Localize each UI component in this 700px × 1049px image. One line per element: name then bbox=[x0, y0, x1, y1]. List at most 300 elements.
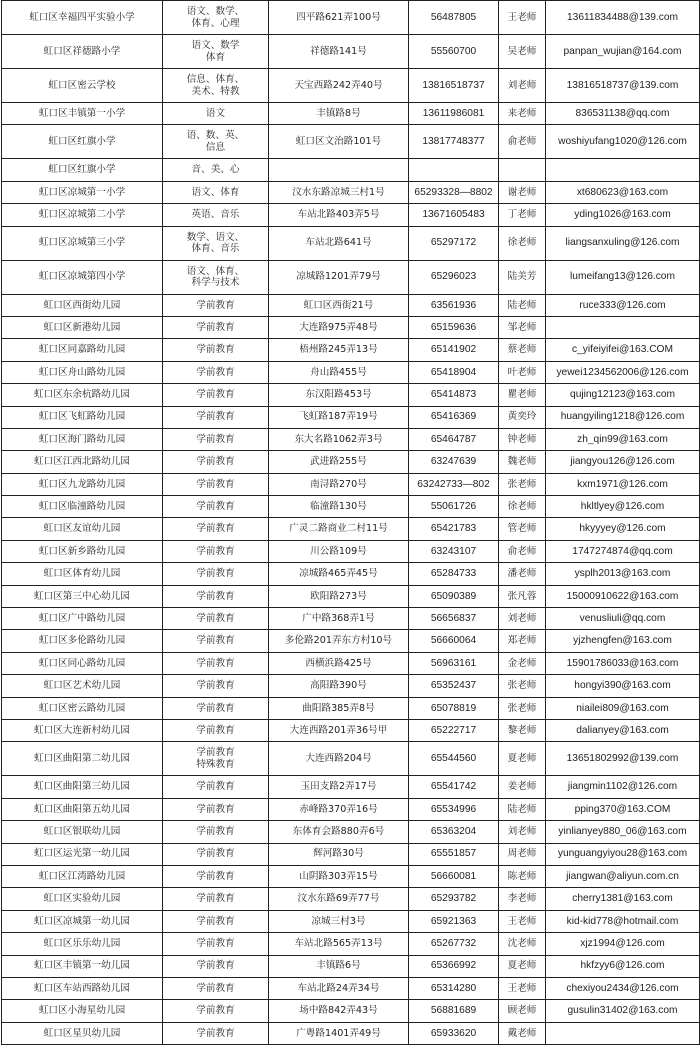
subject-cell bbox=[163, 473, 269, 495]
contact-cell: 陆美芳 bbox=[499, 260, 546, 294]
table-row bbox=[2, 316, 700, 338]
address-cell: 车站北路24弄34号 bbox=[269, 977, 409, 999]
subject-cell bbox=[163, 798, 269, 820]
email-cell[interactable]: 13816518737@139.com bbox=[546, 69, 700, 103]
email-cell[interactable]: ruce333@126.com bbox=[546, 294, 700, 316]
table-row bbox=[2, 226, 700, 260]
school-name-cell: 虹口区实验幼儿园 bbox=[2, 888, 163, 910]
address-cell: 南浔路270号 bbox=[269, 473, 409, 495]
subject-line: 学前教育 bbox=[196, 1027, 235, 1039]
email-cell[interactable]: hkfzyy6@126.com bbox=[546, 955, 700, 977]
phone-cell: 65541742 bbox=[409, 776, 499, 798]
subject-line: 学前教育 bbox=[196, 635, 235, 647]
school-name-cell: 虹口区东余杭路幼儿园 bbox=[2, 384, 163, 406]
subject-cell bbox=[163, 910, 269, 932]
school-name-cell: 虹口区星贝幼儿园 bbox=[2, 1022, 163, 1044]
school-name-cell: 虹口区凉城第一小学 bbox=[2, 181, 163, 203]
school-name-cell: 虹口区小海星幼儿园 bbox=[2, 1000, 163, 1022]
address-cell: 凉城路465弄45号 bbox=[269, 563, 409, 585]
subject-line: 语文、数学、 bbox=[186, 6, 245, 17]
subject-cell bbox=[163, 361, 269, 383]
email-cell[interactable]: yunguangyiyou28@163.com bbox=[546, 843, 700, 865]
subject-line: 学前教育 bbox=[196, 826, 235, 838]
address-cell: 大连西路201弄36号甲 bbox=[269, 719, 409, 741]
contact-cell: 吴老师 bbox=[499, 35, 546, 69]
subject-line: 学前教育 bbox=[196, 612, 235, 624]
address-cell: 凉城三村3号 bbox=[269, 910, 409, 932]
email-cell[interactable]: 15901786033@163.com bbox=[546, 652, 700, 674]
subject-cell bbox=[163, 652, 269, 674]
phone-cell: 56881689 bbox=[409, 1000, 499, 1022]
phone-cell: 65314280 bbox=[409, 977, 499, 999]
table-row bbox=[2, 496, 700, 518]
address-cell: 曲阳路385弄8号 bbox=[269, 697, 409, 719]
table-row bbox=[2, 563, 700, 585]
address-cell: 高阳路390号 bbox=[269, 675, 409, 697]
subject-cell bbox=[163, 563, 269, 585]
subject-cell bbox=[163, 159, 269, 181]
subject-line: 体育、音乐 bbox=[191, 243, 240, 255]
phone-cell: 65414873 bbox=[409, 384, 499, 406]
subject-line: 学前教育 bbox=[196, 456, 235, 468]
subject-line: 学前教育 bbox=[196, 870, 235, 882]
phone-cell: 65421783 bbox=[409, 518, 499, 540]
subject-line: 语文、数学 bbox=[191, 40, 240, 51]
contact-cell: 蔡老师 bbox=[499, 339, 546, 361]
table-row bbox=[2, 933, 700, 955]
subject-cell bbox=[163, 103, 269, 125]
email-cell[interactable]: kxm1971@126.com bbox=[546, 473, 700, 495]
school-name-cell: 虹口区红旗小学 bbox=[2, 159, 163, 181]
phone-cell bbox=[409, 159, 499, 181]
address-cell: 车站北路403弄5号 bbox=[269, 204, 409, 226]
subject-cell bbox=[163, 226, 269, 260]
address-cell: 虹口区西街21号 bbox=[269, 294, 409, 316]
contact-cell: 郑老师 bbox=[499, 630, 546, 652]
address-cell: 凉城路1201弄79号 bbox=[269, 260, 409, 294]
subject-line: 学前教育 bbox=[196, 321, 235, 333]
phone-cell: 56656837 bbox=[409, 608, 499, 630]
subject-line: 学前教育 bbox=[196, 702, 235, 714]
email-cell[interactable]: cherry1381@163.com bbox=[546, 888, 700, 910]
contact-cell: 王老师 bbox=[499, 1, 546, 35]
subject-line: 体育 bbox=[205, 51, 226, 63]
subject-line: 数学、语文、 bbox=[186, 231, 245, 243]
subject-line: 学前教育 bbox=[196, 915, 235, 927]
email-cell[interactable]: xjz1994@126.com bbox=[546, 933, 700, 955]
email-cell[interactable]: yjzhengfen@163.com bbox=[546, 630, 700, 652]
school-name-cell: 虹口区丰镇第一小学 bbox=[2, 103, 163, 125]
email-cell[interactable]: c_yifeiyifei@163.COM bbox=[546, 339, 700, 361]
email-cell[interactable]: dalianyey@163.com bbox=[546, 719, 700, 741]
contact-cell: 叶老师 bbox=[499, 361, 546, 383]
email-cell[interactable]: gusulin31402@163.com bbox=[546, 1000, 700, 1022]
phone-cell: 65534996 bbox=[409, 798, 499, 820]
school-name-cell: 虹口区丰镇第一幼儿园 bbox=[2, 955, 163, 977]
address-cell: 东汉阳路453号 bbox=[269, 384, 409, 406]
subject-cell bbox=[163, 742, 269, 776]
subject-line: 语文、体育、 bbox=[186, 265, 245, 277]
school-name-cell: 虹口区第三中心幼儿园 bbox=[2, 585, 163, 607]
address-cell: 丰镇路6号 bbox=[269, 955, 409, 977]
contact-cell: 钟老师 bbox=[499, 428, 546, 450]
table-row bbox=[2, 103, 700, 125]
phone-cell: 56963161 bbox=[409, 652, 499, 674]
table-row bbox=[2, 339, 700, 361]
phone-cell: 65284733 bbox=[409, 563, 499, 585]
address-cell: 广粤路1401弄49号 bbox=[269, 1022, 409, 1044]
email-cell[interactable]: yinlianyey880_06@163.com bbox=[546, 821, 700, 843]
table-row bbox=[2, 384, 700, 406]
school-name-cell: 虹口区广中路幼儿园 bbox=[2, 608, 163, 630]
contact-cell: 刘老师 bbox=[499, 821, 546, 843]
school-name-cell: 虹口区凉城第三小学 bbox=[2, 226, 163, 260]
subject-line: 学前教育 bbox=[196, 299, 235, 311]
table-row bbox=[2, 719, 700, 741]
phone-cell: 65090389 bbox=[409, 585, 499, 607]
contact-cell: 陆老师 bbox=[499, 294, 546, 316]
contact-cell: 周老师 bbox=[499, 843, 546, 865]
school-name-cell: 虹口区同心路幼儿园 bbox=[2, 652, 163, 674]
address-cell: 玉田支路2弄17号 bbox=[269, 776, 409, 798]
school-name-cell: 虹口区海门路幼儿园 bbox=[2, 428, 163, 450]
subject-cell bbox=[163, 1022, 269, 1044]
table-row bbox=[2, 776, 700, 798]
email-cell[interactable]: woshiyufang1020@126.com bbox=[546, 125, 700, 159]
email-cell[interactable]: yewei1234562006@126.com bbox=[546, 361, 700, 383]
contact-cell: 邹老师 bbox=[499, 316, 546, 338]
email-cell[interactable]: xt680623@163.com bbox=[546, 181, 700, 203]
subject-line: 学前教育 bbox=[196, 411, 235, 423]
address-cell: 大连路975弄48号 bbox=[269, 316, 409, 338]
subject-line: 语文 bbox=[205, 107, 226, 119]
table-row bbox=[2, 361, 700, 383]
email-cell[interactable]: hkltlyey@126.com bbox=[546, 496, 700, 518]
email-cell[interactable]: kid-kid778@hotmail.com bbox=[546, 910, 700, 932]
school-name-cell: 虹口区同嘉路幼儿园 bbox=[2, 339, 163, 361]
table-row bbox=[2, 888, 700, 910]
email-cell[interactable]: hongyi390@163.com bbox=[546, 675, 700, 697]
email-cell[interactable]: jiangwan@aliyun.com.cn bbox=[546, 865, 700, 887]
subject-cell bbox=[163, 843, 269, 865]
school-name-cell: 虹口区红旗小学 bbox=[2, 125, 163, 159]
subject-cell bbox=[163, 384, 269, 406]
school-name-cell: 虹口区大连新村幼儿园 bbox=[2, 719, 163, 741]
subject-line: 学前教育 bbox=[196, 781, 235, 793]
address-cell: 欧阳路273号 bbox=[269, 585, 409, 607]
school-name-cell: 虹口区运光第一幼儿园 bbox=[2, 843, 163, 865]
address-cell bbox=[269, 159, 409, 181]
subject-cell bbox=[163, 608, 269, 630]
email-cell[interactable]: pping370@163.COM bbox=[546, 798, 700, 820]
contact-cell: 陈老师 bbox=[499, 865, 546, 887]
phone-cell: 13611986081 bbox=[409, 103, 499, 125]
phone-cell: 55560700 bbox=[409, 35, 499, 69]
subject-line: 学前教育 bbox=[196, 724, 235, 736]
contact-cell: 夏老师 bbox=[499, 742, 546, 776]
school-name-cell: 虹口区江湾路幼儿园 bbox=[2, 865, 163, 887]
table-row bbox=[2, 204, 700, 226]
subject-line: 语、数、英、 bbox=[186, 130, 245, 142]
subject-cell bbox=[163, 181, 269, 203]
subject-line: 学前教育 bbox=[196, 657, 235, 669]
contact-cell: 王老师 bbox=[499, 977, 546, 999]
contact-cell: 顾老师 bbox=[499, 1000, 546, 1022]
contact-cell: 沈老师 bbox=[499, 933, 546, 955]
address-cell: 丰镇路8号 bbox=[269, 103, 409, 125]
subject-line: 学前教育 bbox=[196, 938, 235, 950]
subject-cell bbox=[163, 776, 269, 798]
subject-line: 学前教育 bbox=[196, 590, 235, 602]
school-name-cell: 虹口区凉城第一幼儿园 bbox=[2, 910, 163, 932]
address-cell: 辉河路30号 bbox=[269, 843, 409, 865]
contact-cell: 丁老师 bbox=[499, 204, 546, 226]
phone-cell: 65363204 bbox=[409, 821, 499, 843]
address-cell: 梧州路245弄13号 bbox=[269, 339, 409, 361]
email-cell[interactable]: qujing12123@163.com bbox=[546, 384, 700, 406]
email-cell bbox=[546, 159, 700, 181]
subject-cell bbox=[163, 294, 269, 316]
subject-line: 学前教育 bbox=[196, 893, 235, 905]
contact-cell: 刘老师 bbox=[499, 608, 546, 630]
address-cell: 临潼路130号 bbox=[269, 496, 409, 518]
address-cell: 舟山路455号 bbox=[269, 361, 409, 383]
contact-cell: 张老师 bbox=[499, 473, 546, 495]
address-cell: 赤峰路370弄16号 bbox=[269, 798, 409, 820]
school-name-cell: 虹口区友谊幼儿园 bbox=[2, 518, 163, 540]
table-row bbox=[2, 406, 700, 428]
school-name-cell: 虹口区西街幼儿园 bbox=[2, 294, 163, 316]
phone-cell: 56660064 bbox=[409, 630, 499, 652]
phone-cell: 65159636 bbox=[409, 316, 499, 338]
school-name-cell: 虹口区新港幼儿园 bbox=[2, 316, 163, 338]
table-row bbox=[2, 518, 700, 540]
subject-cell bbox=[163, 933, 269, 955]
subject-cell bbox=[163, 821, 269, 843]
subject-cell bbox=[163, 540, 269, 562]
address-cell: 飞虹路187弄19号 bbox=[269, 406, 409, 428]
subject-cell bbox=[163, 260, 269, 294]
email-cell[interactable]: zh_qin99@163.com bbox=[546, 428, 700, 450]
contact-cell: 张老师 bbox=[499, 697, 546, 719]
subject-cell bbox=[163, 1, 269, 35]
contact-cell: 黎老师 bbox=[499, 719, 546, 741]
phone-cell: 63561936 bbox=[409, 294, 499, 316]
phone-cell: 65418904 bbox=[409, 361, 499, 383]
subject-line: 语文、体育 bbox=[191, 186, 240, 198]
email-cell[interactable]: jiangyou126@126.com bbox=[546, 451, 700, 473]
subject-line: 学前教育 bbox=[196, 803, 235, 815]
table-row bbox=[2, 1000, 700, 1022]
subject-line: 特殊教育 bbox=[196, 758, 235, 770]
subject-cell bbox=[163, 888, 269, 910]
address-cell: 山阴路303弄15号 bbox=[269, 865, 409, 887]
email-cell[interactable]: chexiyou2434@126.com bbox=[546, 977, 700, 999]
phone-cell: 65544560 bbox=[409, 742, 499, 776]
subject-cell bbox=[163, 204, 269, 226]
subject-cell bbox=[163, 69, 269, 103]
school-name-cell: 虹口区密云路幼儿园 bbox=[2, 697, 163, 719]
school-name-cell: 虹口区银联幼儿园 bbox=[2, 821, 163, 843]
subject-line: 学前教育 bbox=[196, 389, 235, 401]
table-row bbox=[2, 742, 700, 776]
subject-line: 学前教育 bbox=[196, 680, 235, 692]
email-cell[interactable]: ysplh2013@163.com bbox=[546, 563, 700, 585]
subject-cell bbox=[163, 1000, 269, 1022]
subject-cell bbox=[163, 977, 269, 999]
contact-cell: 瞿老师 bbox=[499, 384, 546, 406]
email-cell[interactable]: panpan_wujian@164.com bbox=[546, 35, 700, 69]
subject-line: 信息、体育、 bbox=[186, 74, 245, 85]
address-cell: 虹口区文治路101号 bbox=[269, 125, 409, 159]
contact-cell: 金老师 bbox=[499, 652, 546, 674]
subject-cell bbox=[163, 630, 269, 652]
table-row bbox=[2, 865, 700, 887]
address-cell: 车站北路641号 bbox=[269, 226, 409, 260]
contact-cell: 刘老师 bbox=[499, 69, 546, 103]
table-row bbox=[2, 428, 700, 450]
email-cell bbox=[546, 316, 700, 338]
school-name-cell: 虹口区凉城第二小学 bbox=[2, 204, 163, 226]
subject-cell bbox=[163, 451, 269, 473]
phone-cell: 65296023 bbox=[409, 260, 499, 294]
phone-cell: 13817748377 bbox=[409, 125, 499, 159]
table-row bbox=[2, 697, 700, 719]
contact-cell: 魏老师 bbox=[499, 451, 546, 473]
contact-cell: 谢老师 bbox=[499, 181, 546, 203]
address-cell: 武进路255号 bbox=[269, 451, 409, 473]
subject-line: 英语、音乐 bbox=[191, 209, 240, 221]
table-row bbox=[2, 35, 700, 69]
email-cell[interactable]: huangyiling1218@126.com bbox=[546, 406, 700, 428]
email-cell[interactable]: niailei809@163.com bbox=[546, 697, 700, 719]
phone-cell: 63247639 bbox=[409, 451, 499, 473]
school-name-cell: 虹口区多伦路幼儿园 bbox=[2, 630, 163, 652]
school-name-cell: 虹口区曲阳第二幼儿园 bbox=[2, 742, 163, 776]
subject-line: 信息 bbox=[205, 141, 226, 153]
email-cell bbox=[546, 1022, 700, 1044]
subject-line: 学前教育 bbox=[196, 545, 235, 557]
contact-cell: 徐老师 bbox=[499, 496, 546, 518]
contact-cell: 来老师 bbox=[499, 103, 546, 125]
table-row bbox=[2, 798, 700, 820]
contact-cell: 戴老师 bbox=[499, 1022, 546, 1044]
subject-line: 学前教育 bbox=[196, 568, 235, 580]
phone-cell: 65267732 bbox=[409, 933, 499, 955]
email-cell[interactable]: jiangmin1102@126.com bbox=[546, 776, 700, 798]
subject-line: 美术、特教 bbox=[191, 85, 240, 97]
table-row bbox=[2, 473, 700, 495]
subject-cell bbox=[163, 316, 269, 338]
school-name-cell: 虹口区新乡路幼儿园 bbox=[2, 540, 163, 562]
school-name-cell: 虹口区舟山路幼儿园 bbox=[2, 361, 163, 383]
subject-cell bbox=[163, 719, 269, 741]
email-cell[interactable]: liangsanxuling@126.com bbox=[546, 226, 700, 260]
email-cell[interactable]: lumeifang13@126.com bbox=[546, 260, 700, 294]
contact-cell: 俞老师 bbox=[499, 125, 546, 159]
email-cell[interactable]: 13651802992@139.com bbox=[546, 742, 700, 776]
school-name-cell: 虹口区曲阳第五幼儿园 bbox=[2, 798, 163, 820]
school-name-cell: 虹口区九龙路幼儿园 bbox=[2, 473, 163, 495]
address-cell: 场中路842弄43号 bbox=[269, 1000, 409, 1022]
email-cell[interactable]: yding1026@163.com bbox=[546, 204, 700, 226]
subject-cell bbox=[163, 955, 269, 977]
address-cell: 广灵二路商业二村11号 bbox=[269, 518, 409, 540]
subject-line: 学前教育 bbox=[196, 523, 235, 535]
contact-cell: 俞老师 bbox=[499, 540, 546, 562]
subject-cell bbox=[163, 406, 269, 428]
table-row bbox=[2, 451, 700, 473]
subject-line: 学前教育 bbox=[196, 1005, 235, 1017]
email-cell[interactable]: 836531138@qq.com bbox=[546, 103, 700, 125]
address-cell: 汶水东路凉城三村1号 bbox=[269, 181, 409, 203]
address-cell: 东大名路1062弄3号 bbox=[269, 428, 409, 450]
address-cell: 多伦路201弄东方村10号 bbox=[269, 630, 409, 652]
subject-cell bbox=[163, 697, 269, 719]
table-row bbox=[2, 652, 700, 674]
email-cell[interactable]: 15000910622@163.com bbox=[546, 585, 700, 607]
email-cell[interactable]: 1747274874@qq.com bbox=[546, 540, 700, 562]
phone-cell: 65297172 bbox=[409, 226, 499, 260]
address-cell: 川公路109号 bbox=[269, 540, 409, 562]
subject-cell bbox=[163, 339, 269, 361]
school-name-cell: 虹口区凉城第四小学 bbox=[2, 260, 163, 294]
subject-line: 学前教育 bbox=[196, 478, 235, 490]
email-cell[interactable]: 13611834488@139.com bbox=[546, 1, 700, 35]
subject-line: 科学与技术 bbox=[191, 277, 240, 289]
school-name-cell: 虹口区幸福四平实验小学 bbox=[2, 1, 163, 35]
phone-cell: 65551857 bbox=[409, 843, 499, 865]
table-row bbox=[2, 260, 700, 294]
contact-cell: 黄奕玲 bbox=[499, 406, 546, 428]
contact-cell: 潘老师 bbox=[499, 563, 546, 585]
subject-line: 学前教育 bbox=[196, 747, 235, 759]
table-body bbox=[2, 1, 700, 1045]
contact-cell: 徐老师 bbox=[499, 226, 546, 260]
table-row bbox=[2, 843, 700, 865]
table-row bbox=[2, 821, 700, 843]
address-cell: 车站北路565弄13号 bbox=[269, 933, 409, 955]
subject-cell bbox=[163, 428, 269, 450]
address-cell: 西横浜路425号 bbox=[269, 652, 409, 674]
address-cell: 祥德路141号 bbox=[269, 35, 409, 69]
table-row bbox=[2, 1, 700, 35]
contact-cell: 王老师 bbox=[499, 910, 546, 932]
phone-cell: 65464787 bbox=[409, 428, 499, 450]
table-row bbox=[2, 910, 700, 932]
contact-cell: 张凡蓉 bbox=[499, 585, 546, 607]
subject-cell bbox=[163, 35, 269, 69]
school-name-cell: 虹口区密云学校 bbox=[2, 69, 163, 103]
phone-cell: 56660081 bbox=[409, 865, 499, 887]
email-cell[interactable]: venusliuli@qq.com bbox=[546, 608, 700, 630]
table-row bbox=[2, 630, 700, 652]
phone-cell: 56487805 bbox=[409, 1, 499, 35]
contact-cell: 张老师 bbox=[499, 675, 546, 697]
address-cell: 天宝西路242弄40号 bbox=[269, 69, 409, 103]
subject-cell bbox=[163, 585, 269, 607]
table-row bbox=[2, 69, 700, 103]
contact-cell: 姜老师 bbox=[499, 776, 546, 798]
school-name-cell: 虹口区飞虹路幼儿园 bbox=[2, 406, 163, 428]
address-cell: 广中路368弄1号 bbox=[269, 608, 409, 630]
subject-line: 学前教育 bbox=[196, 501, 235, 513]
school-name-cell: 虹口区车站西路幼儿园 bbox=[2, 977, 163, 999]
subject-cell bbox=[163, 496, 269, 518]
email-cell[interactable]: hkyyyey@126.com bbox=[546, 518, 700, 540]
phone-cell: 65921363 bbox=[409, 910, 499, 932]
school-name-cell: 虹口区乐乐幼儿园 bbox=[2, 933, 163, 955]
